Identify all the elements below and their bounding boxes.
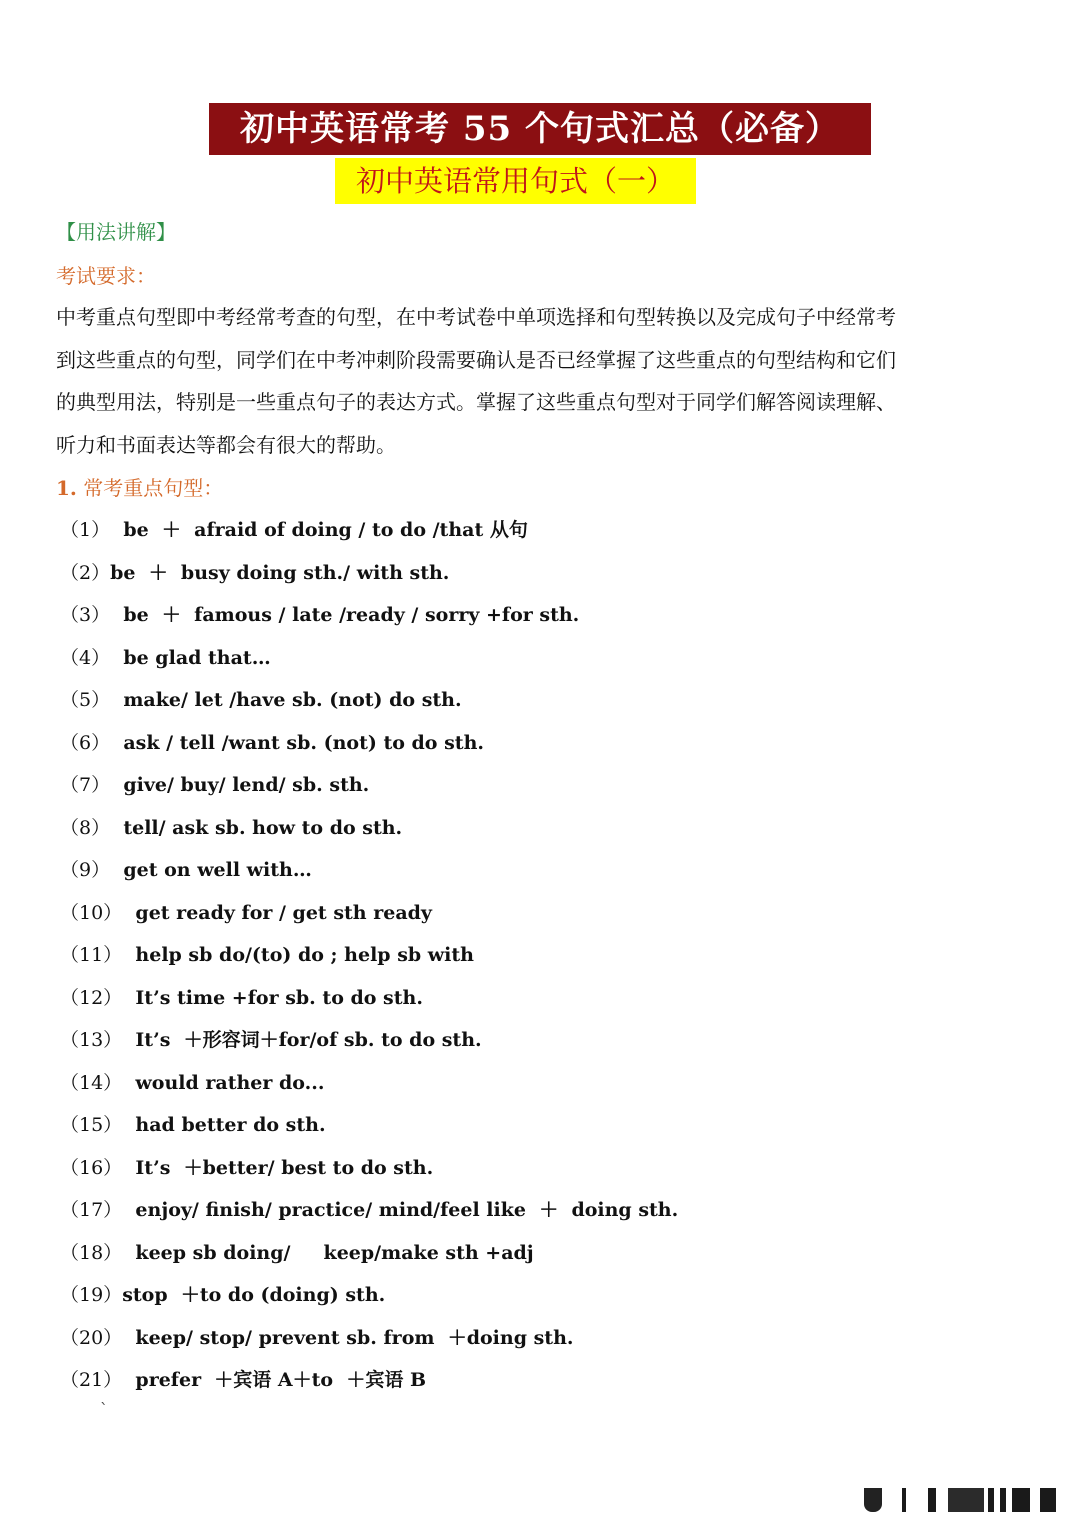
item-text: help sb do/(to) do ; help sb with [122,944,474,966]
paragraph-line: 的典型用法，特别是一些重点句子的表达方式。掌握了这些重点句型对于同学们解答阅读理解、 [56,390,896,414]
item-text: had better do sth. [122,1114,326,1136]
item-text: keep sb doing/ keep/make sth +adj [122,1241,534,1264]
sentence-patterns-heading [56,472,223,504]
item-index: （2） [60,561,111,584]
exam-requirements-label: 考试要求： [56,264,156,288]
item-text: give/ buy/ lend/ sb. sth. [110,774,370,796]
item-index: （13） [60,1029,123,1051]
list-item [60,1019,1020,1062]
list-item [60,849,1020,892]
item-index: （15） [60,1114,123,1136]
watermark-logo [862,1488,1062,1514]
item-index: （10） [60,901,123,924]
item-text: enjoy/ finish/ practice/ mind/feel like ＋ doing sth. [122,1199,679,1221]
item-index: （19） [60,1284,123,1306]
item-text: be ＋ busy doing sth./ with sth. [110,561,450,584]
list-item [60,552,1020,595]
stray-mark: ` [100,1400,108,1419]
item-index: （16） [60,1156,123,1179]
item-text: ask / tell /want sb. (not) to do sth. [110,731,484,754]
usage-section-label: 【用法讲解】 [56,220,176,244]
list-item [60,1104,1020,1147]
item-text: tell/ ask sb. how to do sth. [110,816,403,839]
paragraph-line: 到这些重点的句型，同学们在中考冲刺阶段需要确认是否已经掌握了这些重点的句型结构和它们 [56,347,896,372]
item-text: It’s ＋形容词＋for/of sb. to do sth. [122,1029,482,1051]
item-index: （11） [60,944,123,966]
heading-number: 1. [56,476,77,500]
item-text: keep/ stop/ prevent sb. from ＋doing sth. [122,1326,574,1349]
item-index: （7） [60,774,111,796]
item-text: would rather do... [122,1071,325,1094]
page-title: 初中英语常考 55 个句式汇总（必备） [209,103,871,155]
item-text: get ready for / get sth ready [122,901,432,924]
list-item [60,637,1020,680]
intro-paragraph [56,296,996,466]
item-text: be glad that… [110,646,271,669]
item-index: （9） [60,859,111,881]
paragraph-line: 听力和书面表达等都会有很大的帮助。 [56,432,396,457]
list-item [60,1274,1020,1317]
item-index: （12） [60,986,123,1009]
item-text: be ＋ famous / late /ready / sorry +for sth. [110,604,580,626]
list-item [60,977,1020,1020]
page-subtitle: 初中英语常用句式（一） [335,158,696,204]
item-text: stop ＋to do (doing) sth. [122,1284,386,1306]
item-text: make/ let /have sb. (not) do sth. [110,689,462,711]
item-index: （17） [60,1199,123,1221]
list-item [60,1317,1020,1360]
item-index: （6） [60,731,111,754]
item-index: （21） [60,1369,123,1391]
list-item [60,1232,1020,1275]
item-index: （8） [60,816,111,839]
list-item [60,1062,1020,1105]
item-text: get on well with… [110,859,312,881]
list-item [60,509,1020,552]
list-item [60,892,1020,935]
list-item [60,722,1020,765]
paragraph-line: 中考重点句型即中考经常考查的句型，在中考试卷中单项选择和句型转换以及完成句子中经常考 [56,305,896,329]
list-item [60,1359,1020,1402]
sentence-patterns-list [60,509,1020,1402]
list-item [60,764,1020,807]
item-index: （20） [60,1326,123,1349]
list-item [60,1147,1020,1190]
list-item [60,1189,1020,1232]
list-item [60,934,1020,977]
item-index: （3） [60,604,111,626]
item-index: （1） [60,519,111,541]
item-text: prefer ＋宾语 A＋to ＋宾语 B [122,1369,427,1391]
item-index: （14） [60,1071,123,1094]
item-index: （4） [60,646,111,669]
list-item [60,679,1020,722]
list-item [60,594,1020,637]
item-index: （18） [60,1241,123,1264]
item-text: It’s time +for sb. to do sth. [122,986,423,1009]
item-text: be ＋ afraid of doing / to do /that 从句 [110,519,528,541]
item-text: It’s ＋better/ best to do sth. [122,1156,434,1179]
item-index: （5） [60,689,111,711]
list-item [60,807,1020,850]
heading-text: 常考重点句型： [76,476,224,500]
